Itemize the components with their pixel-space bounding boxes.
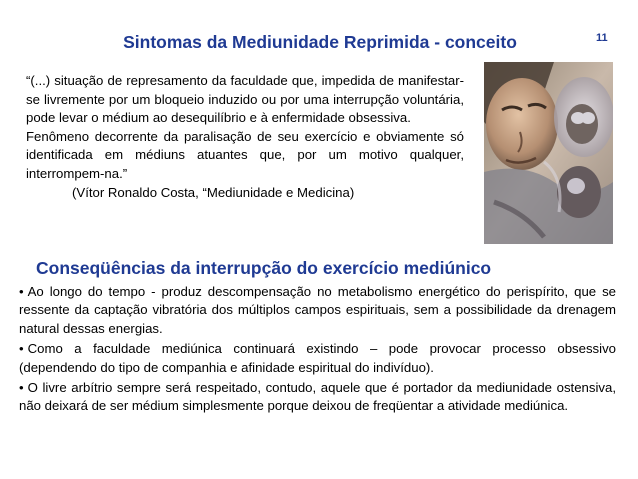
quote-author: (Vítor Ronaldo Costa, “Mediunidade e Medicina) bbox=[72, 185, 355, 200]
photo-artwork bbox=[484, 62, 613, 244]
bullet-icon: • bbox=[19, 341, 24, 357]
slide-number: 11 bbox=[596, 32, 608, 44]
bullet-icon: • bbox=[19, 380, 24, 396]
bullet-list bbox=[19, 283, 616, 418]
quote-block bbox=[26, 72, 464, 203]
bullet-item bbox=[19, 379, 616, 416]
quote-paragraph-1: “(...) situação de represamento da faculdade que, impedida de manifestar-se livremente por um bloqueio induzido ou por uma interrupção voluntária, pode levar o médium ao desequilíbrio e à enfermidade obsessiva. bbox=[26, 73, 464, 125]
slide-title: Sintomas da Mediunidade Reprimida - conceito bbox=[123, 32, 517, 52]
section-title: Conseqüências da interrupção do exercício mediúnico bbox=[36, 258, 492, 278]
quote-paragraph-2: Fenômeno decorrente da paralisação de seu exercício e obviamente só identificada em médiuns atuantes que, por um motivo qualquer, interrompem-na.” bbox=[26, 128, 464, 181]
bullet-text: Ao longo do tempo - produz descompensação no metabolismo energético do perispírito, que se ressente da captação vibratória dos múltiplos campos espirituais, sem a possibilidade da drenagem natural dessas energias. bbox=[19, 284, 616, 336]
bullet-item bbox=[19, 283, 616, 338]
illustration-photo bbox=[484, 62, 613, 244]
bullet-text: Como a faculdade mediúnica continuará existindo – pode provocar processo obsessivo (dependendo do tipo de companhia e afinidade espiritual do indivíduo). bbox=[19, 341, 616, 375]
bullet-text: O livre arbítrio sempre será respeitado, contudo, aquele que é portador da mediunidade ostensiva, não deixará de ser médium simplesmente porque deixou de freqüentar a atividade mediúnica. bbox=[19, 380, 616, 414]
bullet-icon: • bbox=[19, 284, 24, 299]
bullet-item bbox=[19, 340, 616, 377]
